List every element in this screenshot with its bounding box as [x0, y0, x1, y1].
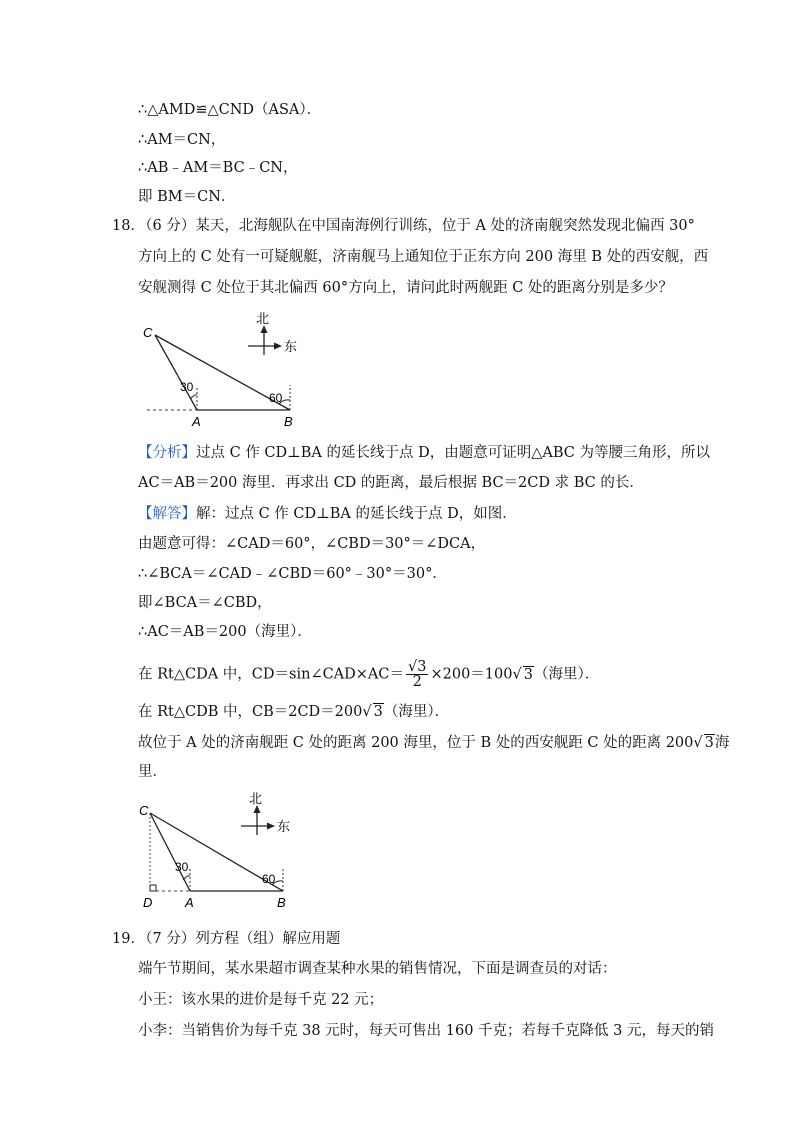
- label-angle-b: 60: [262, 872, 276, 886]
- s8-sqrt: 3: [704, 735, 714, 751]
- s6-mid: ×200＝100: [430, 666, 513, 683]
- right-angle-mark: [150, 885, 156, 891]
- q18-stem-line-2: 方向上的 C 处有一可疑舰艇，济南舰马上通知位于正东方向 200 海里 B 处的西安舰，西: [138, 249, 709, 265]
- fraction-sqrt3-over-2: [406, 660, 428, 689]
- label-angle-a: 30: [175, 860, 189, 874]
- q18-figure-1: [135, 305, 310, 430]
- s8-post: 海: [714, 735, 730, 751]
- label-angle-a: 30: [180, 380, 194, 394]
- label-east: 东: [284, 339, 298, 354]
- label-b: B: [284, 414, 293, 429]
- label-c: C: [139, 803, 149, 818]
- fraction-denominator: 2: [412, 674, 422, 690]
- prev-line-2: ∴AM＝CN，: [138, 132, 226, 148]
- label-north: 北: [249, 791, 263, 806]
- analysis-tag: 【分析】: [138, 445, 196, 461]
- q19-stem: （7 分）列方程（组）解应用题: [138, 931, 341, 947]
- label-north: 北: [256, 311, 270, 326]
- angle-arc-a: [183, 876, 190, 880]
- analysis-text-1: 过点 C 作 CD⊥BA 的延长线于点 D，由题意可证明△ABC 为等腰三角形，所以: [196, 445, 710, 461]
- q18-stem-line-3: 安舰测得 C 处位于其北偏西 60°方向上，请问此时两舰距 C 处的距离分别是多少？: [138, 280, 673, 296]
- solution-tag: 【解答】: [138, 506, 196, 522]
- q19-paragraph-1: 端午节期间，某水果超市调查某种水果的销售情况，下面是调查员的对话：: [138, 961, 617, 977]
- q19-paragraph-3: 小李：当销售价为每千克 38 元时，每天可售出 160 千克；若每千克降低 3 元，每天的销: [138, 1023, 715, 1039]
- label-b: B: [277, 895, 286, 910]
- q19-paragraph-2: 小王：该水果的进价是每千克 22 元；: [138, 992, 384, 1008]
- s6-sqrt: 3: [523, 666, 533, 683]
- solution-line-4: 即∠BCA＝∠CBD，: [138, 595, 272, 611]
- s6-post: （海里）．: [533, 666, 600, 683]
- solution-line-7: 在 Rt△CDB 中，CB＝2CD＝200√ 3（海里）．: [138, 704, 450, 720]
- compass-icon: [248, 325, 282, 355]
- prev-line-4: 即 BM＝CN．: [138, 189, 236, 205]
- s7-sqrt: 3: [373, 704, 383, 720]
- solution-line-5: ∴AC＝AB＝200（海里）．: [138, 624, 312, 640]
- prev-line-1: ∴△AMD≌△CND（ASA）．: [138, 102, 322, 118]
- s7-pre: 在 Rt△CDB 中，CB＝2CD＝200: [138, 704, 363, 720]
- prev-line-3: ∴AB﹣AM＝BC﹣CN，: [138, 160, 298, 176]
- s7-post: （海里）．: [383, 704, 450, 720]
- angle-arc-a: [190, 395, 197, 399]
- label-d: D: [143, 895, 153, 910]
- fraction-numerator: √3: [408, 659, 427, 675]
- q18-figure-2: [135, 785, 310, 913]
- q18-number: 18．: [112, 218, 145, 234]
- q19-number: 19．: [112, 931, 145, 947]
- analysis-line-2: AC＝AB＝200 海里．再求出 CD 的距离，最后根据 BC＝2CD 求 BC 的长．: [138, 475, 644, 491]
- solution-line-8: 故位于 A 处的济南舰距 C 处的距离 200 海里，位于 B 处的西安舰距 C 处的距离 200√ 3海: [138, 735, 730, 751]
- s6-pre: 在 Rt△CDA 中，CD＝sin∠CAD×AC＝: [138, 666, 404, 683]
- label-angle-b: 60: [269, 391, 283, 405]
- analysis-line-1: [138, 443, 710, 463]
- solution-line-9: 里．: [138, 764, 167, 780]
- label-a: A: [185, 895, 194, 910]
- q18-stem-line-1: （6 分）某天，北海舰队在中国南海例行训练，位于 A 处的济南舰突然发现北偏西 30°: [138, 218, 695, 234]
- solution-line-2: 由题意可得：∠CAD＝60°，∠CBD＝30°＝∠DCA，: [138, 536, 486, 552]
- solution-line-6: 在 Rt△CDA 中，CD＝sin∠CAD×AC＝ $\frac{√3}{2}$ ×200＝100√ 3（海里）．: [138, 659, 600, 690]
- label-east: 东: [277, 819, 291, 834]
- solution-text-1: 解：过点 C 作 CD⊥BA 的延长线于点 D，如图．: [196, 506, 517, 522]
- label-c: C: [143, 325, 153, 340]
- label-a: A: [192, 414, 201, 429]
- solution-line-1: [138, 504, 517, 524]
- s8-pre: 故位于 A 处的济南舰距 C 处的距离 200 海里，位于 B 处的西安舰距 C 处的距离 200: [138, 735, 694, 751]
- compass-icon: [241, 805, 275, 835]
- solution-line-3: ∴∠BCA＝∠CAD﹣∠CBD＝60°﹣30°＝30°．: [138, 566, 447, 582]
